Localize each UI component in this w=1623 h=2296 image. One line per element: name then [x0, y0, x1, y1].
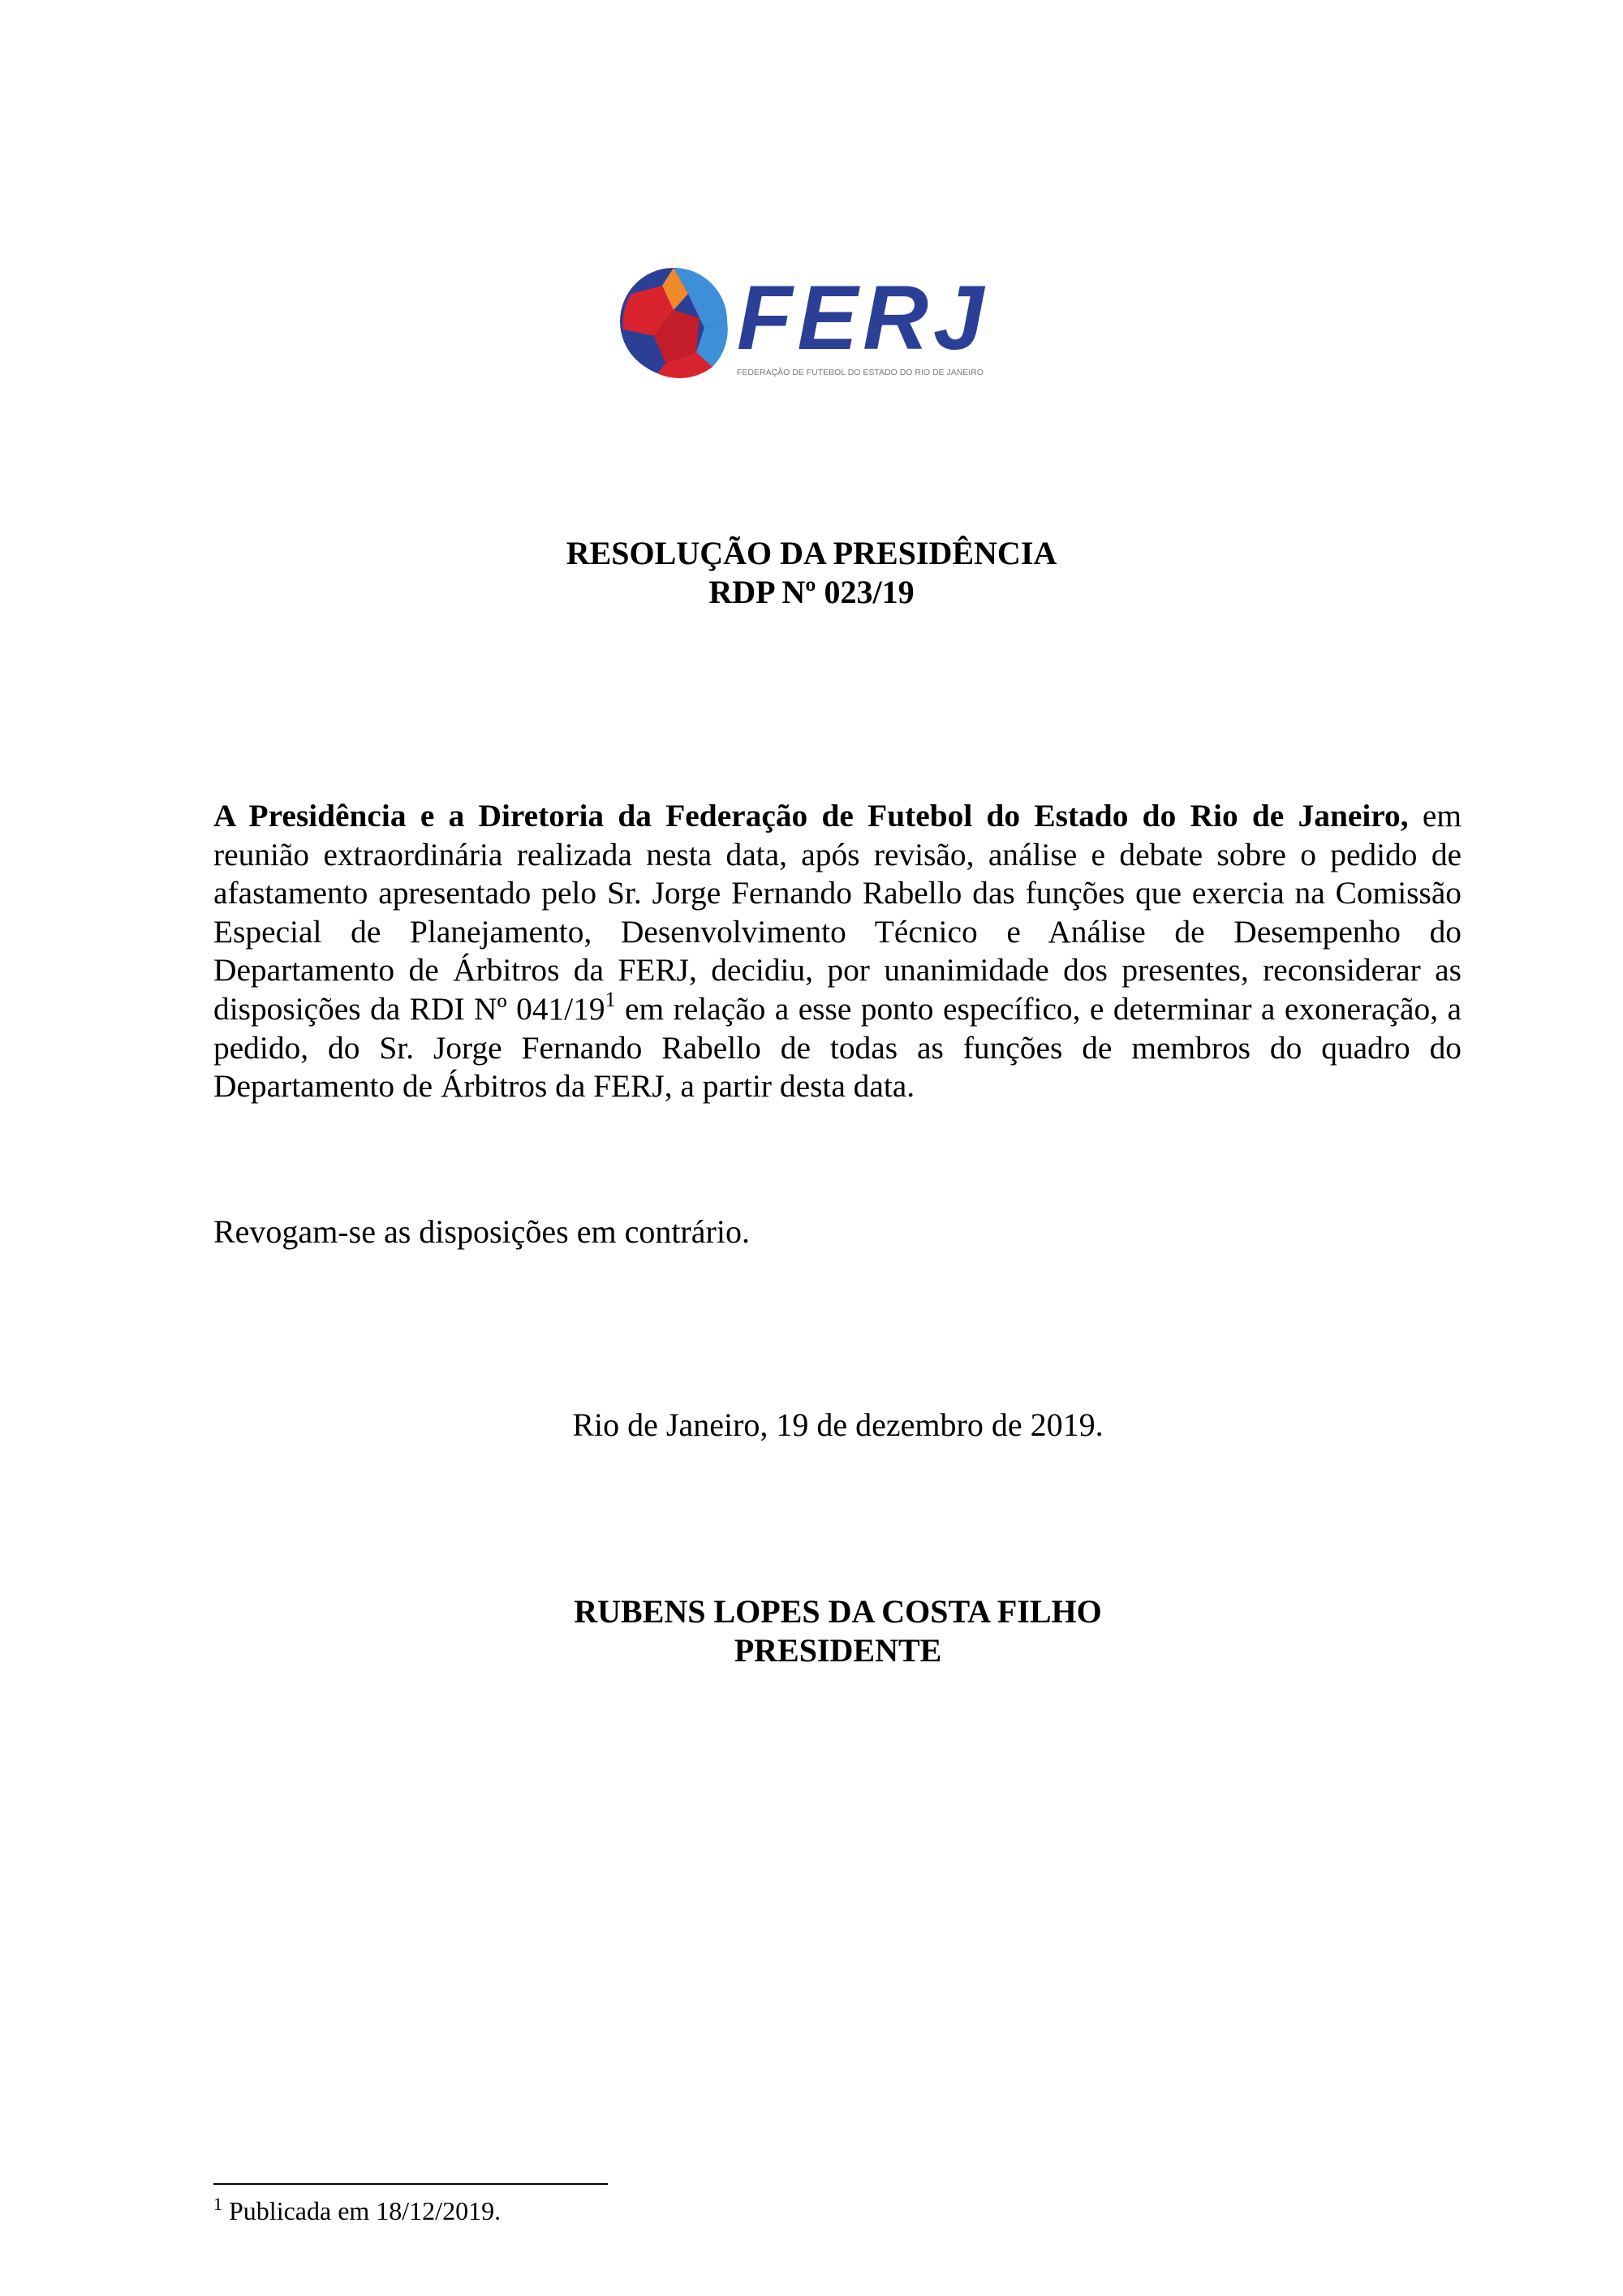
footnote — [213, 2195, 501, 2227]
ferj-logo-icon — [620, 268, 728, 378]
ferj-tagline: FEDERAÇÃO DE FUTEBOL DO ESTADO DO RIO DE JANEIRO — [737, 368, 984, 377]
ferj-logo — [615, 261, 1053, 391]
ferj-wordmark: FERJ — [737, 267, 989, 368]
body-bold-lead: A Presidência e a Diretoria da Federação de Futebol do Estado do Rio de Janeiro, — [213, 798, 1409, 834]
footnote-divider — [213, 2183, 608, 2185]
body-text-part1: em reunião extraordinária realizada nesta data, após revisão, análise e debate sobre o pedido de afastamento apresentado pelo Sr. Jorge Fernando Rabello das funções que exercia na Comissão Especial de Planejamento, Desenvolvimento Técnico e Análise de Desempenho do Departamento de Árbitros da FERJ, decidiu, por unanimidade dos presentes, reconsiderar as disposições da RDI Nº 041/19 — [213, 798, 1462, 1027]
footnote-reference: 1 — [605, 987, 616, 1011]
date-line: Rio de Janeiro, 19 de dezembro de 2019. — [572, 1406, 1104, 1443]
footnote-marker: 1 — [213, 2194, 222, 2214]
footnote-text: Publicada em 18/12/2019. — [222, 2196, 502, 2225]
signature-block — [0, 1592, 1623, 1670]
signatory-name: RUBENS LOPES DA COSTA FILHO — [574, 1593, 1102, 1630]
body-text-part2: em relação a esse ponto específico, e determinar a exoneração, a pedido, do Sr. Jorge Fernando Rabello de todas as funções de membros do quadro do Departamento de Árbitros da FERJ, a partir desta data. — [213, 990, 1462, 1105]
resolution-title: RESOLUÇÃO DA PRESIDÊNCIA — [566, 535, 1057, 571]
resolution-title-block — [0, 534, 1623, 612]
resolution-body — [213, 797, 1462, 1106]
resolution-number: RDP Nº 023/19 — [708, 574, 915, 610]
revocation-clause: Revogam-se as disposições em contrário. — [213, 1213, 750, 1250]
signatory-role: PRESIDENTE — [734, 1632, 942, 1669]
